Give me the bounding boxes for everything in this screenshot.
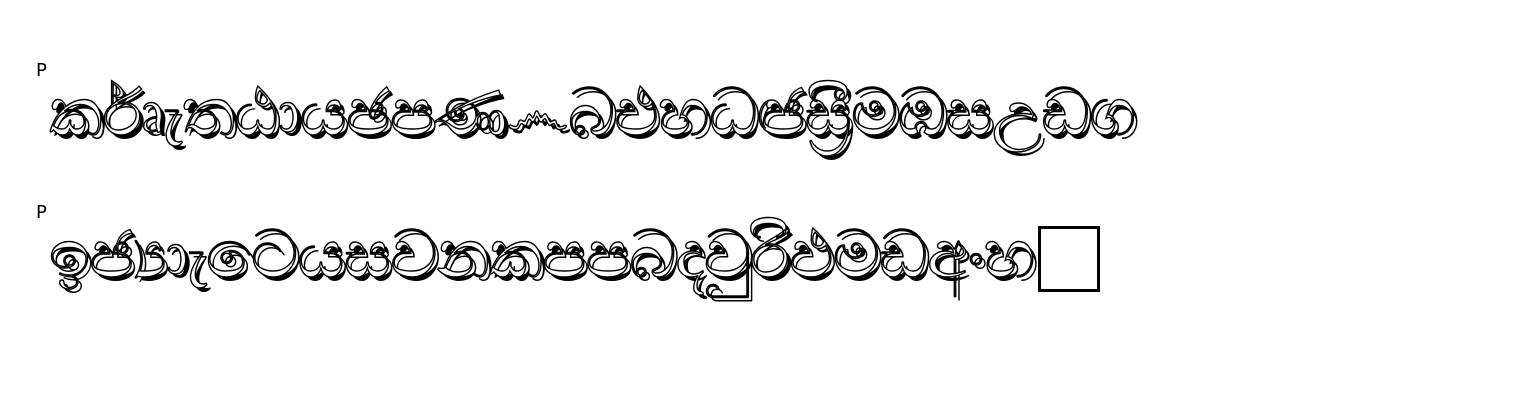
size-label: P bbox=[36, 202, 47, 223]
specimen-line bbox=[36, 48, 1135, 158]
missing-glyph-box-icon bbox=[1038, 226, 1100, 292]
glyph-sample: ර්කෘැතඨායඡපණ෴බඑහධඦස්‍රීමඹසඋඩග bbox=[48, 74, 1136, 151]
specimen-line bbox=[36, 190, 1100, 300]
glyph-sample: ඉජ්‍යාැටෙයසවනකපපබදවුරිඵමඩඅංහ bbox=[48, 216, 1035, 293]
size-label: P bbox=[36, 60, 47, 81]
